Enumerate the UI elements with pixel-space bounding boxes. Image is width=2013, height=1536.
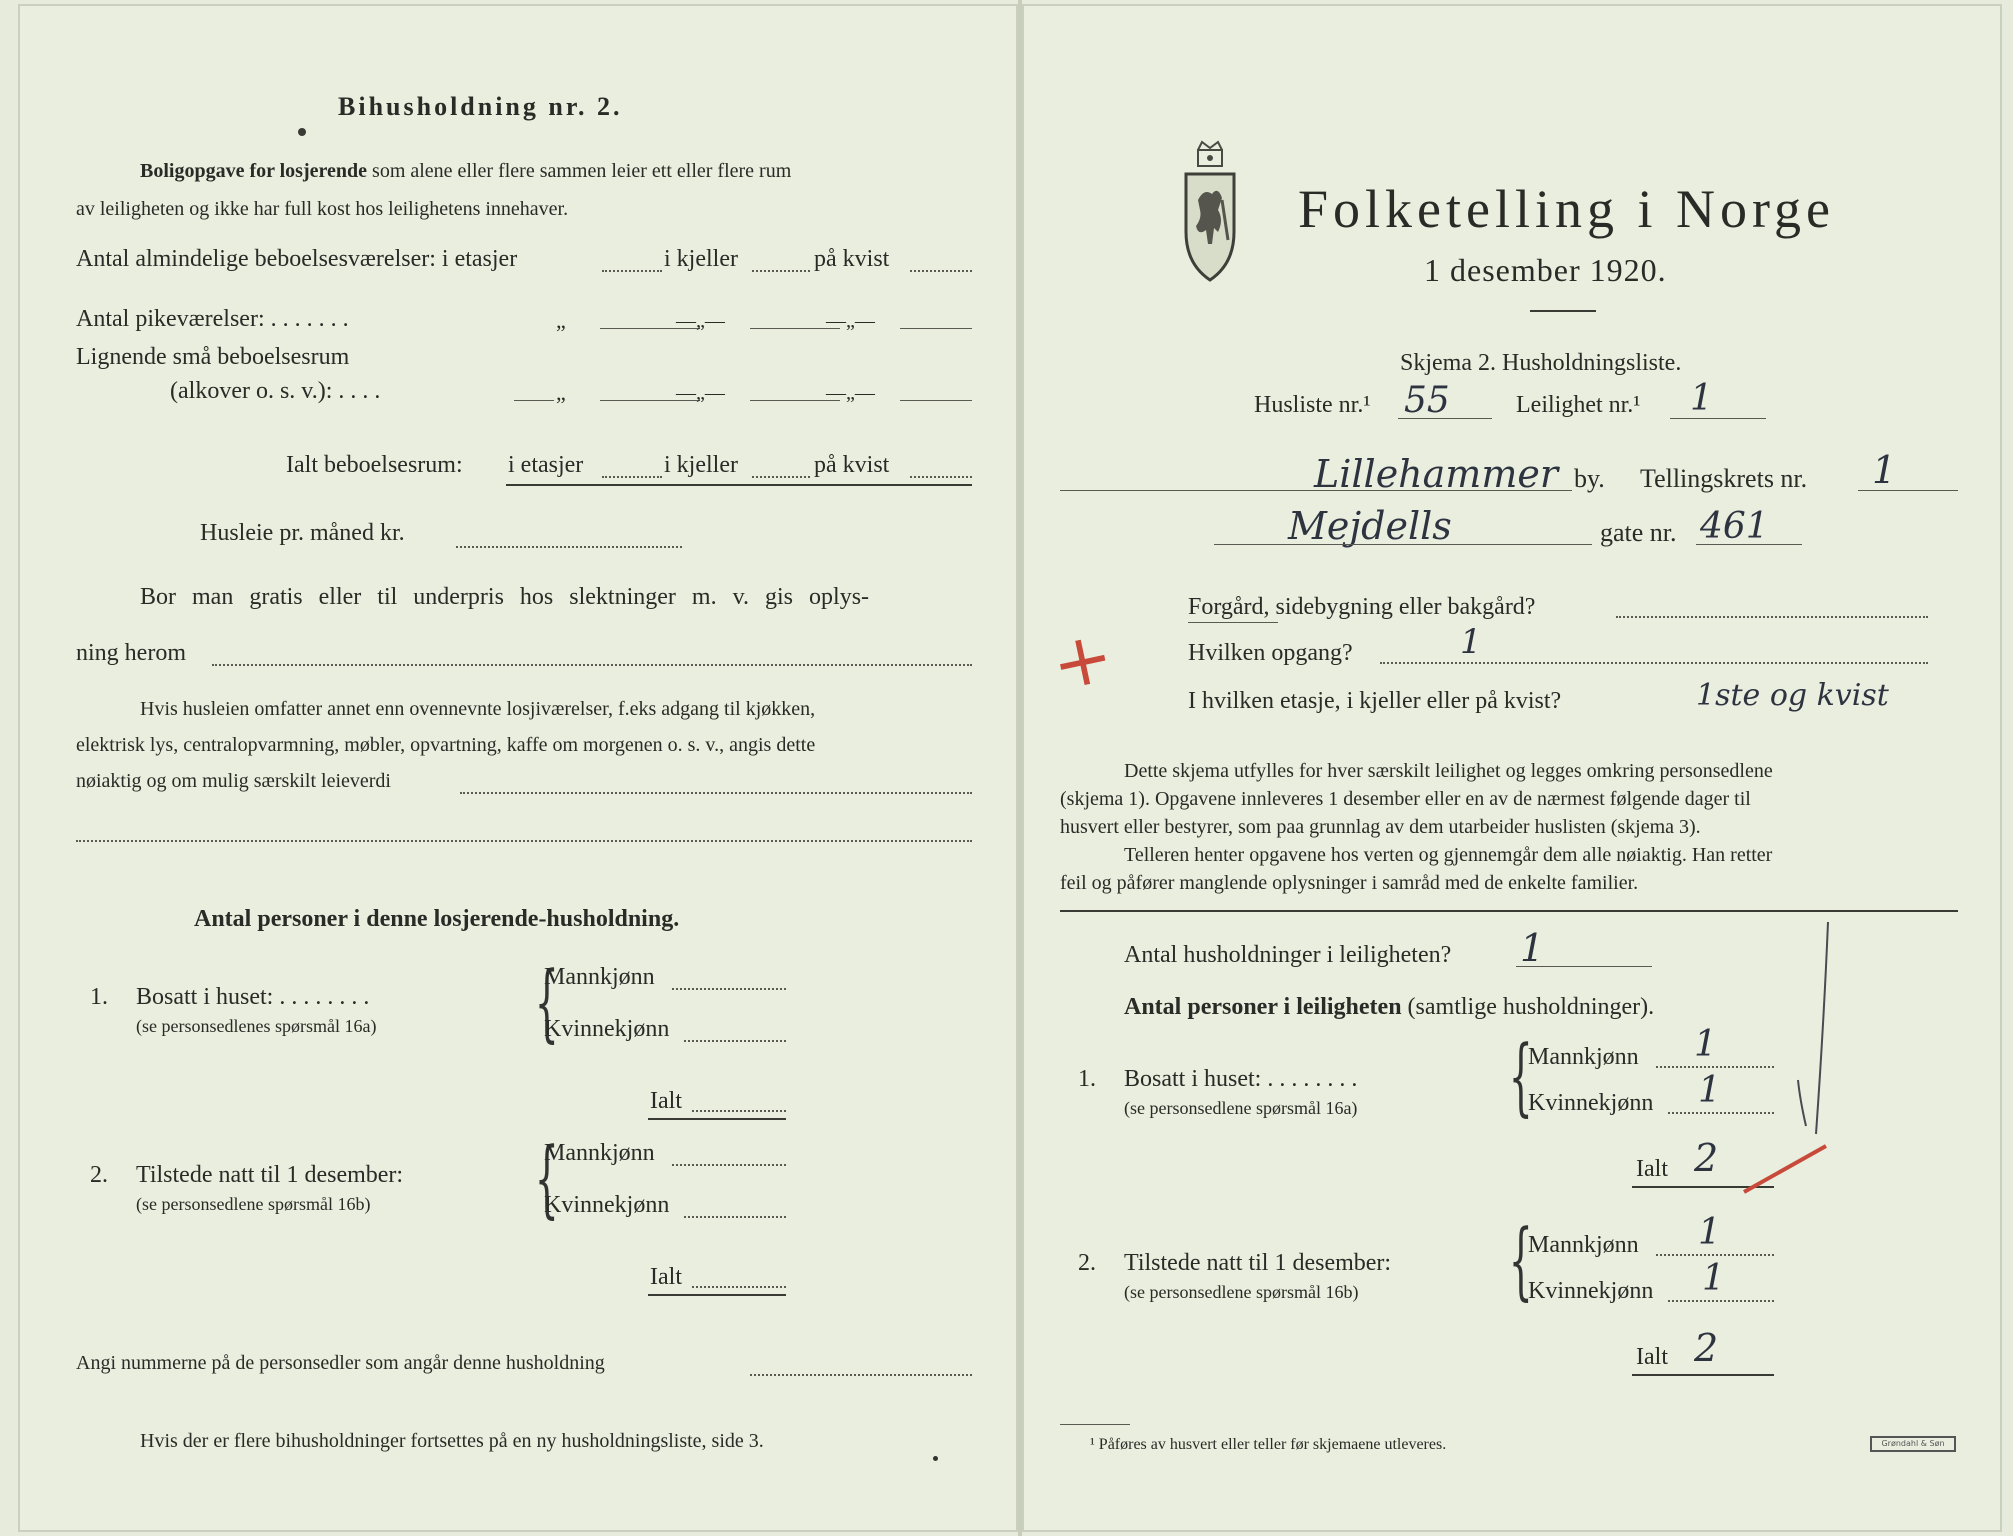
left-q1-ialt-label: Ialt — [650, 1088, 682, 1114]
husholdninger-field[interactable] — [1516, 966, 1652, 967]
right-date: 1 desember 1920. — [1424, 252, 1667, 288]
right-q2-ialt-underline — [1632, 1374, 1774, 1376]
husleie-label: Husleie pr. måned kr. — [200, 520, 405, 546]
right-q1-brace: { — [1508, 1027, 1533, 1125]
personer-rest: (samtlige husholdninger). — [1407, 994, 1655, 1020]
opgang-value: 1 — [1460, 622, 1482, 662]
ink-dot — [933, 1456, 938, 1461]
left-q1-ialt-field[interactable] — [692, 1110, 786, 1112]
printer-stamp: Grøndahl & Søn — [1870, 1436, 1956, 1452]
ialt-etasjer-label: i etasjer — [508, 452, 584, 478]
intro-line-2: av leiligheten og ikke har full kost hos leilighetens innehaver. — [76, 198, 569, 220]
left-q2-ialt-label: Ialt — [650, 1264, 682, 1290]
gate-nr-value: 461 — [1700, 506, 1769, 547]
right-q2-kvinne-label: Kvinnekjønn — [1528, 1278, 1654, 1304]
margin-mark: + — [1043, 612, 1121, 708]
gate-label: gate nr. — [1600, 518, 1677, 547]
ialt-underline — [506, 484, 972, 486]
husliste-label: Husliste nr.¹ — [1254, 392, 1371, 418]
i-kjeller-label: i kjeller — [664, 246, 738, 272]
field-lign-lead — [514, 400, 554, 401]
by-value: Lillehammer — [1314, 452, 1559, 496]
field-angi[interactable] — [750, 1374, 972, 1376]
left-q1-mann-field[interactable] — [672, 988, 786, 990]
left-q2-mann-field[interactable] — [672, 1164, 786, 1166]
left-title: Bihusholdning nr. 2. — [338, 92, 623, 121]
row-lign-label-2: (alkover o. s. v.): . . . . — [170, 378, 381, 404]
intro-bold: Boligopgave for losjerende — [140, 160, 368, 182]
coat-of-arms-icon — [1178, 140, 1242, 288]
hvis-flere: Hvis der er flere bihusholdninger fortsettes på en ny husholdningsliste, side 3. — [140, 1430, 764, 1452]
opgang-field[interactable] — [1380, 662, 1928, 664]
krets-label: Tellingskrets nr. — [1640, 464, 1808, 493]
right-q1-label: Bosatt i huset: . . . . . . . . — [1124, 1066, 1358, 1092]
ink-dot — [298, 128, 306, 136]
left-q2-kvinne-label: Kvinnekjønn — [544, 1192, 670, 1218]
angi-label: Angi nummerne på de personsedler som angår denne husholdning — [76, 1352, 605, 1374]
by-label: by. — [1574, 464, 1605, 493]
right-q2-ialt-value: 2 — [1694, 1326, 1719, 1370]
right-q2-kvinne-value: 1 — [1702, 1258, 1725, 1299]
left-q1-mann-label: Mannkjønn — [544, 964, 655, 990]
leilighet-label: Leilighet nr.¹ — [1516, 392, 1641, 418]
right-q1-ialt-value: 2 — [1694, 1136, 1719, 1180]
left-q1-num: 1. — [90, 984, 108, 1010]
bor-line-1: Bor man gratis eller til underpris hos slektninger m. v. gis oplys- — [140, 584, 870, 610]
gate-nr-field[interactable] — [1696, 544, 1802, 545]
right-q1-mann-label: Mannkjønn — [1528, 1044, 1639, 1070]
ialt-kvist-label: på kvist — [814, 452, 890, 478]
field-husleie[interactable] — [456, 546, 682, 548]
left-q2-num: 2. — [90, 1162, 108, 1188]
right-q1-mann-value: 1 — [1694, 1024, 1717, 1065]
field-ialt-kvist[interactable] — [910, 476, 972, 478]
footnote-rule — [1060, 1424, 1130, 1425]
right-q2-kvinne-field[interactable] — [1668, 1300, 1774, 1302]
forgard-label: Forgård, sidebygning eller bakgård? — [1188, 594, 1536, 620]
krets-field[interactable] — [1858, 490, 1958, 491]
left-q2-sub: (se personsedlene spørsmål 16b) — [136, 1194, 371, 1214]
dash-sep: —„— — [676, 310, 725, 332]
field-leieverdi-2[interactable] — [76, 840, 972, 842]
husholdninger-label: Antal husholdninger i leiligheten? — [1124, 942, 1452, 968]
right-q2-label: Tilstede natt til 1 desember: — [1124, 1250, 1392, 1276]
left-q1-kvinne-label: Kvinnekjønn — [544, 1016, 670, 1042]
right-q2-num: 2. — [1078, 1250, 1096, 1276]
row-pike-label: Antal pikeværelser: . . . . . . . — [76, 306, 349, 332]
right-q1-kvinne-value: 1 — [1698, 1070, 1721, 1111]
personer-line — [1124, 994, 1654, 1021]
right-q1-num: 1. — [1078, 1066, 1096, 1092]
ialt-beboelsesrum-label: Ialt beboelsesrum: — [286, 452, 463, 478]
field-kvist[interactable] — [910, 270, 972, 272]
field-bor[interactable] — [212, 664, 972, 666]
etasje-label: I hvilken etasje, i kjeller eller på kvist? — [1188, 688, 1562, 714]
intro-rest-1: som alene eller flere sammen leier ett eller flere rum — [372, 160, 792, 182]
personer-bold: Antal personer i leiligheten — [1124, 994, 1402, 1020]
check-mark-icon — [1730, 910, 1850, 1200]
field-kjeller[interactable] — [752, 270, 810, 272]
dette-line-1: Dette skjema utfylles for hver særskilt leilighet og legges omkring personsedlene — [1124, 760, 1773, 782]
right-q2-brace: { — [1508, 1211, 1533, 1309]
right-q2-mann-field[interactable] — [1656, 1254, 1774, 1256]
opgang-label: Hvilken opgang? — [1188, 640, 1353, 666]
dash-sep: —„— — [676, 382, 725, 404]
husliste-value: 55 — [1404, 380, 1450, 421]
husholdninger-value: 1 — [1520, 926, 1545, 970]
right-q2-mann-label: Mannkjønn — [1528, 1232, 1639, 1258]
row-antal-label: Antal almindelige beboelsesværelser: i etasjer — [76, 246, 518, 272]
left-q2-brace: { — [534, 1129, 559, 1227]
dette-line-3: husvert eller bestyrer, som paa grunnlag av dem utarbeider huslisten (skjema 3). — [1060, 816, 1701, 838]
right-q1-kvinne-label: Kvinnekjønn — [1528, 1090, 1654, 1116]
left-antal-heading: Antal personer i denne losjerende-husholdning. — [194, 906, 680, 932]
right-q2-sub: (se personsedlene spørsmål 16b) — [1124, 1282, 1359, 1302]
field-leieverdi[interactable] — [460, 792, 972, 794]
field-pike-kvist[interactable] — [900, 328, 972, 329]
left-q2-mann-label: Mannkjønn — [544, 1140, 655, 1166]
left-q2-label: Tilstede natt til 1 desember: — [136, 1162, 404, 1188]
dash-sep: —„— — [826, 310, 875, 332]
hvis-line-2: elektrisk lys, centralopvarmning, møbler, opvartning, kaffe om morgenen o. s. v., angis dette — [76, 734, 816, 756]
left-q1-ialt-underline — [648, 1118, 786, 1120]
paa-kvist-label: på kvist — [814, 246, 890, 272]
bor-line-2: ning herom — [76, 640, 186, 666]
leilighet-field[interactable] — [1670, 418, 1766, 419]
field-ialt-kjeller[interactable] — [752, 476, 810, 478]
left-q2-kvinne-field[interactable] — [684, 1216, 786, 1218]
left-page — [18, 4, 1018, 1532]
ialt-kjeller-label: i kjeller — [664, 452, 738, 478]
etasje-value: 1ste og kvist — [1696, 678, 1889, 713]
krets-value: 1 — [1872, 448, 1897, 492]
by-field[interactable] — [1060, 490, 1572, 491]
dette-line-4: Telleren henter opgavene hos verten og gjennemgår dem alle nøiaktig. Han retter — [1124, 844, 1773, 866]
field-ialt-etasjer[interactable] — [602, 476, 662, 478]
dette-line-5: feil og påfører manglende oplysninger i samråd med de enkelte familier. — [1060, 872, 1639, 894]
dette-line-2: (skjema 1). Opgavene innleveres 1 desember eller en av de nærmest følgende dager til — [1060, 788, 1751, 810]
left-q1-kvinne-field[interactable] — [684, 1040, 786, 1042]
leilighet-value: 1 — [1690, 378, 1713, 419]
left-q1-brace: { — [534, 953, 559, 1051]
hvis-line-1: Hvis husleien omfatter annet enn ovennevnte losjiværelser, f.eks adgang til kjøkken, — [140, 698, 816, 720]
intro-line-1 — [140, 160, 791, 183]
left-q2-ialt-field[interactable] — [692, 1286, 786, 1288]
date-rule — [1530, 310, 1596, 312]
gate-field[interactable] — [1214, 544, 1592, 545]
hvis-line-3: nøiaktig og om mulig særskilt leieverdi — [76, 770, 391, 792]
dash-sep: —„— — [826, 382, 875, 404]
field-etasjer[interactable] — [602, 270, 662, 272]
gate-value: Mejdells — [1288, 504, 1452, 548]
forgard-underline — [1188, 622, 1278, 623]
right-q1-ialt-label: Ialt — [1636, 1156, 1668, 1182]
right-q2-mann-value: 1 — [1698, 1212, 1721, 1253]
field-lign-kvist[interactable] — [900, 400, 972, 401]
row-lign-label-1: Lignende små beboelsesrum — [76, 344, 350, 370]
husliste-field[interactable] — [1398, 418, 1492, 419]
forgard-field[interactable] — [1616, 616, 1928, 618]
footnote: ¹ Påføres av husvert eller teller før skjemaene utleveres. — [1090, 1436, 1447, 1453]
ditto-mark: „ — [556, 308, 566, 333]
right-q2-ialt-label: Ialt — [1636, 1344, 1668, 1370]
page-fold — [1018, 0, 1022, 1536]
ditto-mark: „ — [556, 380, 566, 405]
right-q1-sub: (se personsedlene spørsmål 16a) — [1124, 1098, 1358, 1118]
skjema-label: Skjema 2. Husholdningsliste. — [1400, 350, 1682, 376]
right-title: Folketelling i Norge — [1298, 179, 1835, 239]
left-q2-ialt-underline — [648, 1294, 786, 1296]
left-q1-label: Bosatt i huset: . . . . . . . . — [136, 984, 370, 1010]
left-q1-sub: (se personsedlenes spørsmål 16a) — [136, 1016, 377, 1036]
